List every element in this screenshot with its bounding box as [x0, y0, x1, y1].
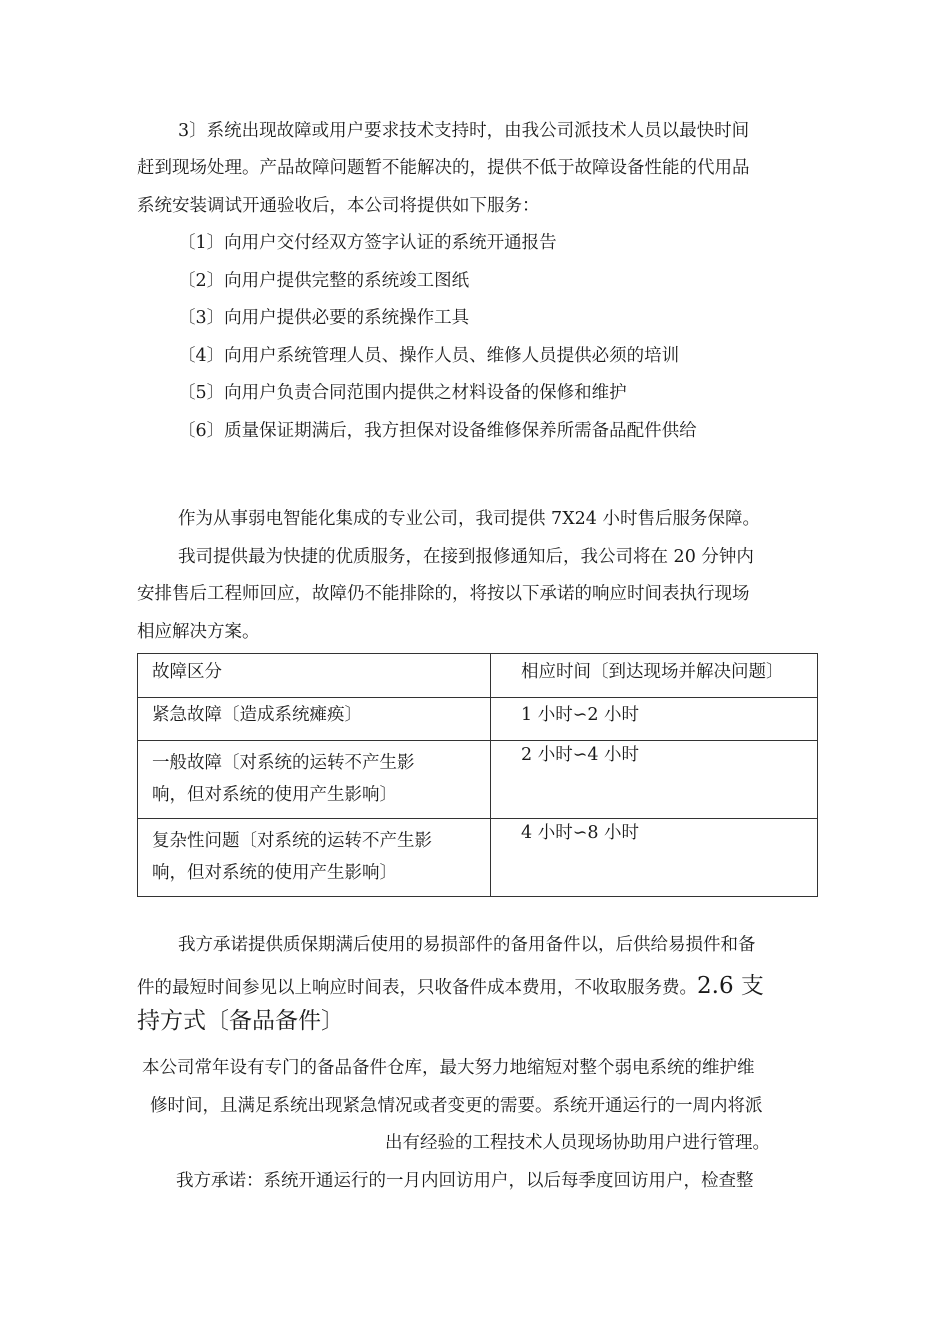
para3-line2: 安排售后工程师回应，故障仍不能排除的，将按以下承诺的响应时间表执行现场: [137, 584, 750, 604]
table-row: [138, 819, 818, 897]
section-heading-part1: 2.6 支: [697, 973, 764, 999]
para2: 作为从事弱电智能化集成的专业公司，我司提供 7X24 小时售后服务保障。: [178, 509, 760, 529]
para1-line3: 系统安装调试开通验收后，本公司将提供如下服务：: [137, 196, 540, 216]
para3-line1: 我司提供最为快捷的优质服务，在接到报修通知后，我公司将在 20 分钟内: [178, 547, 754, 567]
para4-line1: 我方承诺提供质保期满后使用的易损部件的备用备件以，后供给易损件和备: [178, 935, 756, 955]
para4-line2-text: 件的最短时间参见以上响应时间表，只收备件成本费用，不收取服务费。: [137, 978, 697, 998]
response-time-table: [137, 653, 818, 897]
para5-line1: 本公司常年设有专门的备品备件仓库，最大努力地缩短对整个弱电系统的维护维: [142, 1058, 755, 1078]
service-item: 〔6〕质量保证期满后，我方担保对设备维修保养所需备品配件供给: [178, 421, 697, 441]
service-item: 〔2〕向用户提供完整的系统竣工图纸: [178, 271, 470, 291]
para1-line1: 3〕系统出现故障或用户要求技术支持时，由我公司派技术人员以最快时间: [178, 121, 750, 141]
fault-type-cell: [138, 741, 491, 819]
header-response-time: 相应时间〔到达现场并解决问题〕: [491, 654, 818, 698]
service-item: 〔3〕向用户提供必要的系统操作工具: [178, 308, 470, 328]
para5-line3: 出有经验的工程技术人员现场协助用户进行管理。: [385, 1133, 770, 1153]
fault-type-cell: [138, 698, 491, 741]
fault-type-text-cont: 响，但对系统的使用产生影响〕: [152, 785, 397, 805]
fault-type-text: 一般故障〔对系统的运转不产生影: [152, 753, 415, 773]
para5-line2: 修时间，且满足系统出现紧急情况或者变更的需要。系统开通运行的一周内将派: [150, 1096, 763, 1116]
service-item: 〔5〕向用户负责合同范围内提供之材料设备的保修和维护: [178, 383, 627, 403]
fault-type-text: 复杂性问题〔对系统的运转不产生影: [152, 831, 432, 851]
para4-line2: [137, 971, 764, 1001]
header-fault-type: 故障区分: [138, 654, 491, 698]
para3-line3: 相应解决方案。: [137, 622, 260, 642]
table-row: [138, 698, 818, 741]
table-row: [138, 741, 818, 819]
table-header-row: [138, 654, 818, 698]
para1-line2: 赶到现场处理。产品故障问题暂不能解决的，提供不低于故障设备性能的代用品: [137, 158, 750, 178]
service-item: 〔1〕向用户交付经双方签字认证的系统开通报告: [178, 233, 557, 253]
response-time-cell: 4 小时∽8 小时: [491, 819, 818, 897]
response-time-cell: 2 小时∽4 小时: [491, 741, 818, 819]
service-item: 〔4〕向用户系统管理人员、操作人员、维修人员提供必须的培训: [178, 346, 680, 366]
para6: 我方承诺：系统开通运行的一月内回访用户，以后每季度回访用户，检查整: [176, 1171, 754, 1191]
fault-type-text-cont: 响，但对系统的使用产生影响〕: [152, 863, 397, 883]
section-heading-part2: 持方式〔备品备件〕: [137, 1008, 344, 1034]
fault-type-cell: [138, 819, 491, 897]
fault-type-text: 紧急故障〔造成系统瘫痪〕: [152, 705, 362, 725]
response-time-cell: 1 小时∽2 小时: [491, 698, 818, 741]
